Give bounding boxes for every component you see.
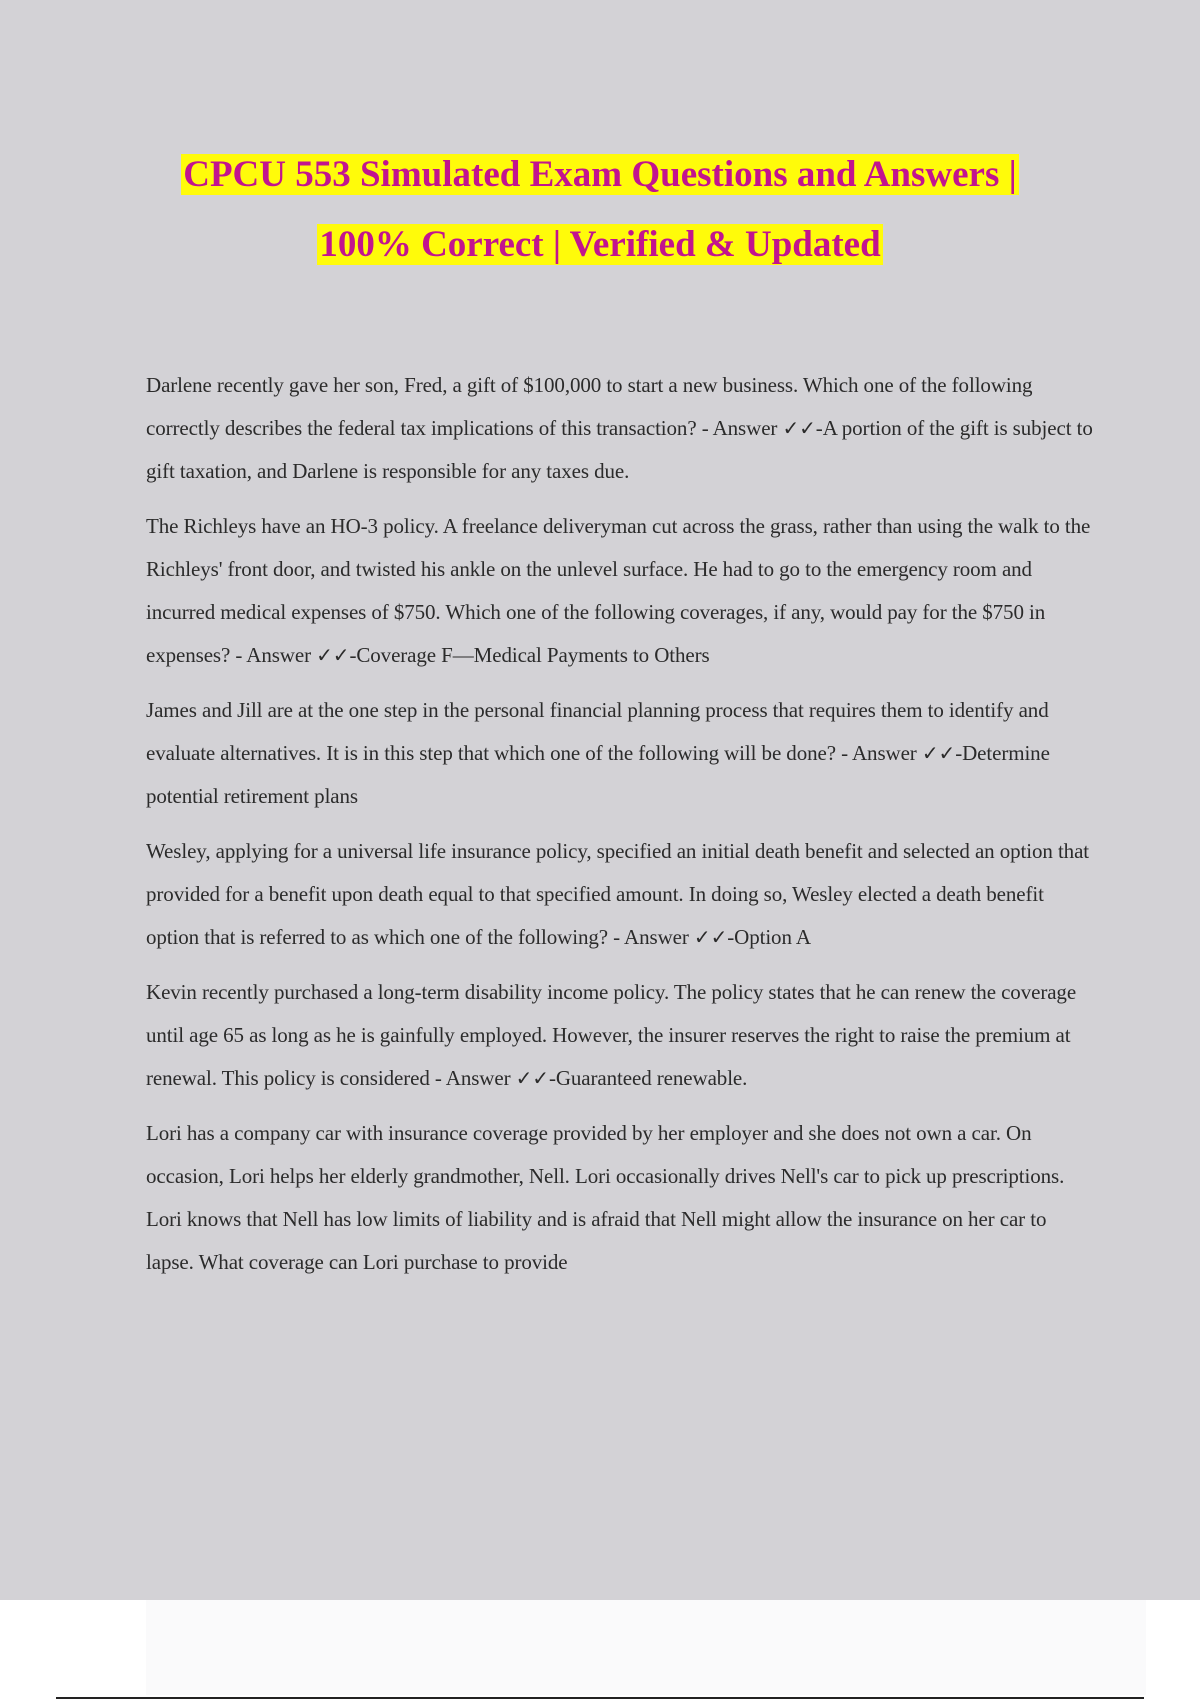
qa-item — [146, 830, 1096, 959]
footer-shade — [146, 1600, 1146, 1695]
question-text: The Richleys have an HO-3 policy. A freelance deliveryman cut across the grass, rather than using the walk to the Richleys' front door, and twisted his ankle on the unlevel surface. He had to go to the emergency room and incurred medical expenses of $750. Which one of the following coverages, if any, would pay for the $750 in expenses? - Answer — [146, 514, 1091, 667]
qa-item — [146, 364, 1096, 493]
footer-divider — [56, 1697, 1144, 1699]
answer-text: -Guaranteed renewable. — [548, 1066, 748, 1090]
answer-text: -Coverage F—Medical Payments to Others — [349, 643, 710, 667]
answer-text: -A portion of the gift is subject to gift taxation, and Darlene is responsible for any taxes due. — [146, 416, 1093, 483]
checkmark-icon: ✓✓ — [782, 416, 816, 440]
checkmark-icon: ✓✓ — [316, 643, 350, 667]
answer-text: -Determine potential retirement plans — [146, 741, 1050, 808]
qa-item — [146, 971, 1096, 1100]
question-text: Kevin recently purchased a long-term disability income policy. The policy states that he can renew the coverage until age 65 as long as he is gainfully employed. However, the insurer reserves the right to raise the premium at renewal. This policy is considered - Answer — [146, 980, 1077, 1090]
checkmark-icon: ✓✓ — [921, 741, 956, 765]
checkmark-icon: ✓✓ — [693, 925, 728, 949]
checkmark-icon: ✓✓ — [515, 1066, 549, 1090]
question-text: James and Jill are at the one step in the personal financial planning process that requires them to identify and evaluate alternatives. It is in this step that which one of the following will be done? - Answer — [146, 698, 1049, 765]
title-line-2: 100% Correct | Verified & Updated — [319, 224, 881, 265]
title-line-1: CPCU 553 Simulated Exam Questions and Answers | — [183, 154, 1017, 195]
question-text: Wesley, applying for a universal life insurance policy, specified an initial death benefit and selected an option that provided for a benefit upon death equal to that specified amount. In doing so, Wesley elected a death benefit option that is referred to as which one of the following? - Answer — [146, 839, 1090, 949]
question-text: Lori has a company car with insurance coverage provided by her employer and she does not own a car. On occasion, Lori helps her elderly grandmother, Nell. Lori occasionally drives Nell's car to pick up prescriptions. Lori knows that Nell has low limits of liability and is afraid that Nell might allow the insurance on her car to lapse. What coverage can Lori purchase to provide — [146, 1121, 1065, 1274]
page-footer — [0, 1600, 1200, 1700]
question-text: Darlene recently gave her son, Fred, a gift of $100,000 to start a new business. Which one of the following correctly describes the federal tax implications of this transaction? - Answer — [146, 373, 1033, 440]
qa-item — [146, 505, 1096, 677]
document-title — [0, 140, 1200, 280]
qa-item — [146, 689, 1096, 818]
answer-text: -Option A — [727, 925, 811, 949]
qa-item-partial — [146, 1112, 1096, 1284]
qa-list — [146, 364, 1096, 1296]
